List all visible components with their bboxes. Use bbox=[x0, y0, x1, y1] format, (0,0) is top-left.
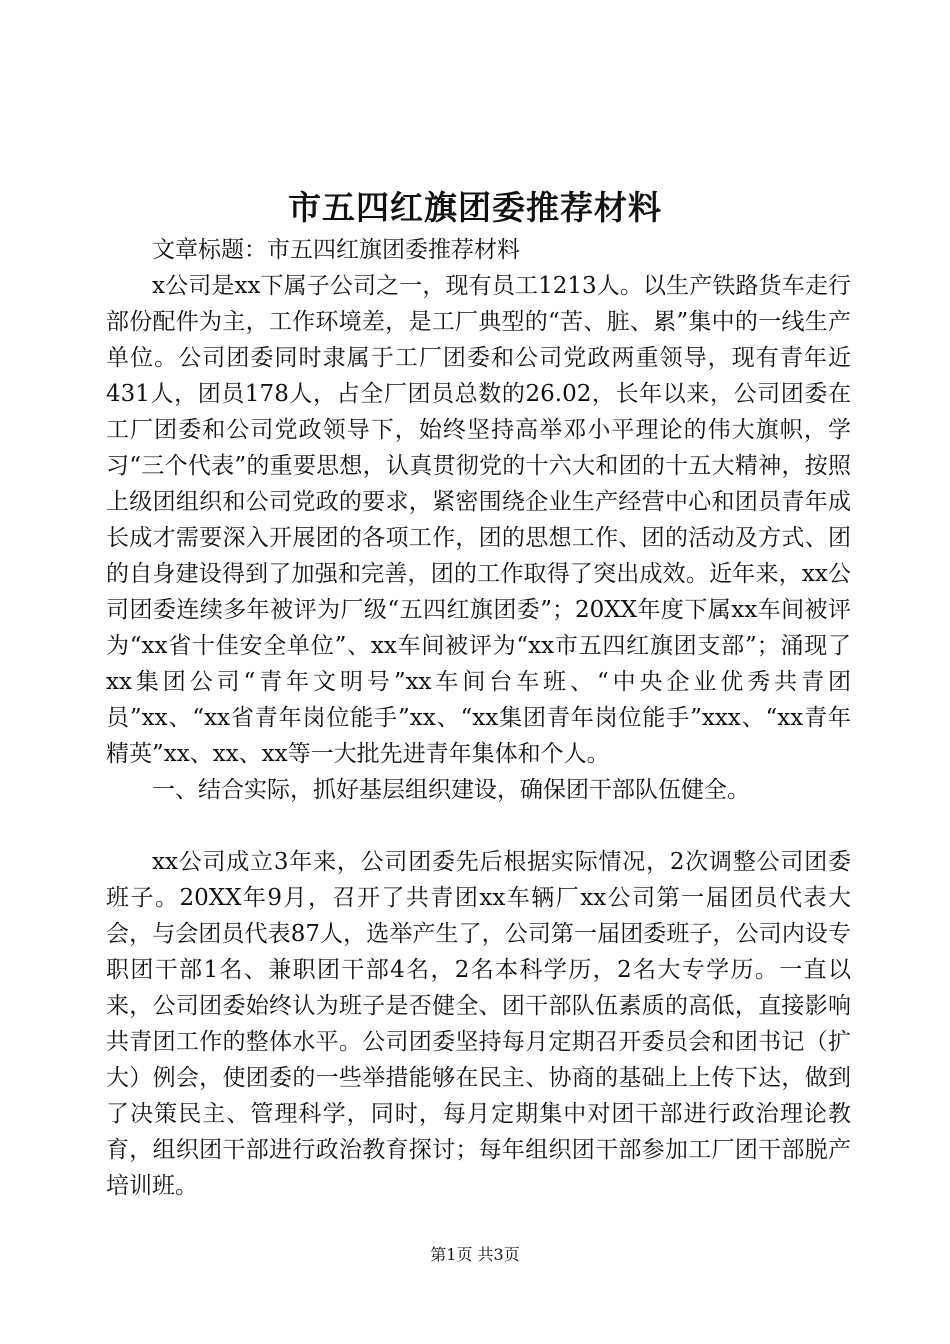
article-title-line: 文章标题：市五四红旗团委推荐材料 bbox=[152, 237, 520, 263]
document-title: 市五四红旗团委推荐材料 bbox=[288, 188, 662, 227]
paragraph-company-overview: x公司是xx下属子公司之一，现有员工1213人。以生产铁路货车走行部份配件为主，工作环境差，是工厂典型的“苦、脏、累”集中的一线生产单位。公司团委同时隶属于工厂团委和公司党政两重领导，现有青年近431人，团员178人，占全厂团员总数的26.02，长年以来，公司团委在工厂团委和公司党政领导下，始终坚持高举邓小平理论的伟大旗帜，学习“三个代表”的重要思想，认真贯彻党的十六大和团的十五大精神，按照上级团组织和公司党政的要求，紧密围绕企业生产经营中心和团员青年成长成才需要深入开展团的各项工作，团的思想工作、团的活动及方式、团的自身建设得到了加强和完善，团的工作取得了突出成效。近年来，xx公司团委连续多年被评为厂级“五四红旗团委”；20XX年度下属xx车间被评为“xx省十佳安全单位”、xx车间被评为“xx市五四红旗团支部”；涌现了xx集团公司“青年文明号”xx车间台车班、“中央企业优秀共青团员”xx、“xx省青年岗位能手”xx、“xx集团青年岗位能手”xxx、“xx青年精英”xx、xx、xx等一大批先进青年集体和个人。 bbox=[106, 273, 851, 767]
section-heading-1: 一、结合实际，抓好基层组织建设，确保团干部队伍健全。 bbox=[152, 777, 750, 803]
paragraph-organization-building: xx公司成立3年来，公司团委先后根据实际情况，2次调整公司团委班子。20XX年9月，召开了共青团xx车辆厂xx公司第一届团员代表大会，与会团员代表87人，选举产生了，公司第一届团委班子，公司内设专职团干部1名、兼职团干部4名，2名本科学历，2名大专学历。一直以来，公司团委始终认为班子是否健全、团干部队伍素质的高低，直接影响共青团工作的整体水平。公司团委坚持每月定期召开委员会和团书记（扩大）例会，使团委的一些举措能够在民主、协商的基础上上传下达，做到了决策民主、管理科学，同时，每月定期集中对团干部进行政治理论教育，组织团干部进行政治教育探讨；每年组织团干部参加工厂团干部脱产培训班。 bbox=[106, 849, 851, 1199]
page-footer: 第1页 共3页 bbox=[430, 1245, 520, 1264]
document-body bbox=[106, 232, 851, 1204]
